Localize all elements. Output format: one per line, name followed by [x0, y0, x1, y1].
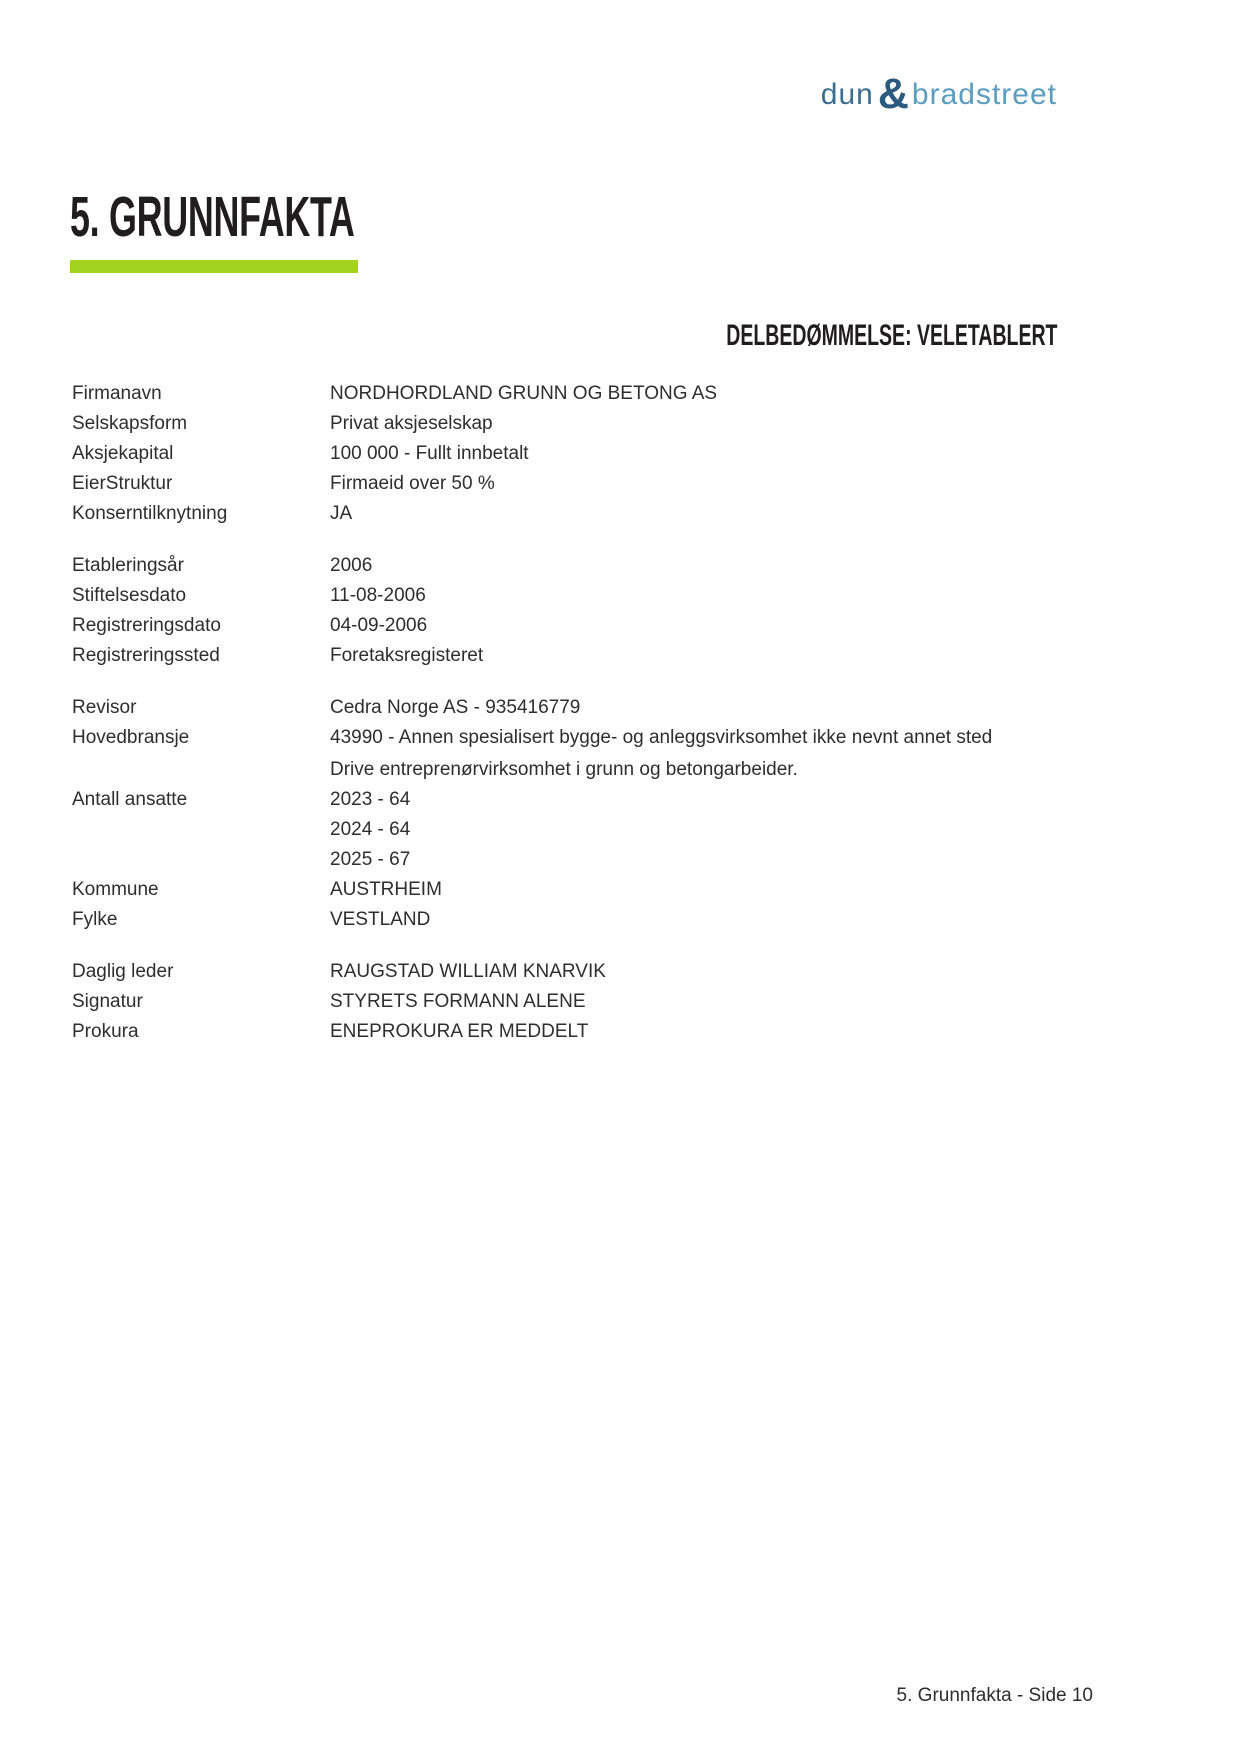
fact-row-firmanavn	[0, 379, 1241, 409]
fact-value: Drive entreprenørvirksomhet i grunn og betongarbeider.	[330, 759, 798, 780]
fact-row-daglig-leder	[0, 957, 1241, 987]
fact-row-fylke	[0, 905, 1241, 935]
fact-row-aksjekapital	[0, 439, 1241, 469]
fact-value: 100 000 - Fullt innbetalt	[330, 443, 529, 464]
fact-value: Cedra Norge AS - 935416779	[330, 697, 581, 718]
fact-row-konserntilknytning	[0, 499, 1241, 529]
fact-value: Privat aksjeselskap	[330, 413, 493, 434]
fact-value: NORDHORDLAND GRUNN OG BETONG AS	[330, 383, 718, 404]
fact-row-eierstruktur	[0, 469, 1241, 499]
fact-row-revisor	[0, 693, 1241, 723]
fact-label: Signatur	[72, 991, 143, 1012]
fact-value: ENEPROKURA ER MEDDELT	[330, 1021, 589, 1042]
fact-label: Selskapsform	[72, 413, 188, 434]
fact-row-bransje-beskrivelse	[0, 755, 1241, 785]
fact-label: Kommune	[72, 879, 159, 900]
fact-row-prokura	[0, 1017, 1241, 1047]
fact-value: JA	[330, 503, 353, 524]
title-accent-bar	[70, 260, 358, 273]
logo-word-bradstreet: bradstreet	[911, 78, 1057, 111]
page-footer: 5. Grunnfakta - Side 10	[896, 1685, 1093, 1706]
fact-label: Antall ansatte	[72, 789, 188, 810]
fact-row-selskapsform	[0, 409, 1241, 439]
fact-label: Fylke	[72, 909, 118, 930]
fact-value: 04-09-2006	[330, 615, 428, 636]
fact-row-etableringsar	[0, 551, 1241, 581]
fact-value: Foretaksregisteret	[330, 645, 484, 666]
fact-value: Firmaeid over 50 %	[330, 473, 495, 494]
fact-label: EierStruktur	[72, 473, 173, 494]
fact-label	[72, 845, 330, 875]
fact-value: 2024 - 64	[330, 819, 411, 840]
group-spacer	[0, 671, 1241, 693]
fact-value: 2025 - 67	[330, 849, 411, 870]
fact-label: Daglig leder	[72, 961, 174, 982]
fact-value: 11-08-2006	[330, 585, 426, 606]
fact-row-antall-ansatte-2025	[0, 845, 1241, 875]
dun-bradstreet-logo	[820, 70, 1057, 118]
fact-label: Etableringsår	[72, 555, 184, 576]
group-spacer	[0, 529, 1241, 551]
fact-label: Stiftelsesdato	[72, 585, 187, 606]
fact-row-antall-ansatte-2023	[0, 785, 1241, 815]
section-rating-heading: DELBEDØMMELSE: VELETABLERT	[725, 319, 1057, 352]
fact-row-registreringsdato	[0, 611, 1241, 641]
fact-value: 2006	[330, 555, 373, 576]
fact-row-kommune	[0, 875, 1241, 905]
fact-row-hovedbransje	[0, 723, 1241, 753]
fact-label: Revisor	[72, 697, 137, 718]
facts-table	[0, 379, 1241, 1047]
fact-value: VESTLAND	[330, 909, 431, 930]
fact-label	[72, 755, 330, 785]
fact-value: STYRETS FORMANN ALENE	[330, 991, 586, 1012]
fact-label: Firmanavn	[72, 383, 162, 404]
page-title: 5. GRUNNFAKTA	[70, 185, 355, 249]
fact-value: RAUGSTAD WILLIAM KNARVIK	[330, 961, 606, 982]
fact-label: Prokura	[72, 1021, 139, 1042]
fact-row-signatur	[0, 987, 1241, 1017]
logo-word-dun: dun	[820, 78, 874, 111]
logo-ampersand-icon: &	[877, 70, 910, 118]
fact-label: Aksjekapital	[72, 443, 174, 464]
fact-row-registreringssted	[0, 641, 1241, 671]
fact-label: Konserntilknytning	[72, 503, 228, 524]
fact-row-stiftelsesdato	[0, 581, 1241, 611]
fact-value: 2023 - 64	[330, 789, 411, 810]
fact-row-antall-ansatte-2024	[0, 815, 1241, 845]
fact-label: Registreringssted	[72, 645, 220, 666]
group-spacer	[0, 935, 1241, 957]
fact-label: Registreringsdato	[72, 615, 221, 636]
fact-label	[72, 815, 330, 845]
fact-value: AUSTRHEIM	[330, 879, 442, 900]
fact-label: Hovedbransje	[72, 727, 190, 748]
fact-value: 43990 - Annen spesialisert bygge- og anleggsvirksomhet ikke nevnt annet sted	[330, 727, 993, 748]
